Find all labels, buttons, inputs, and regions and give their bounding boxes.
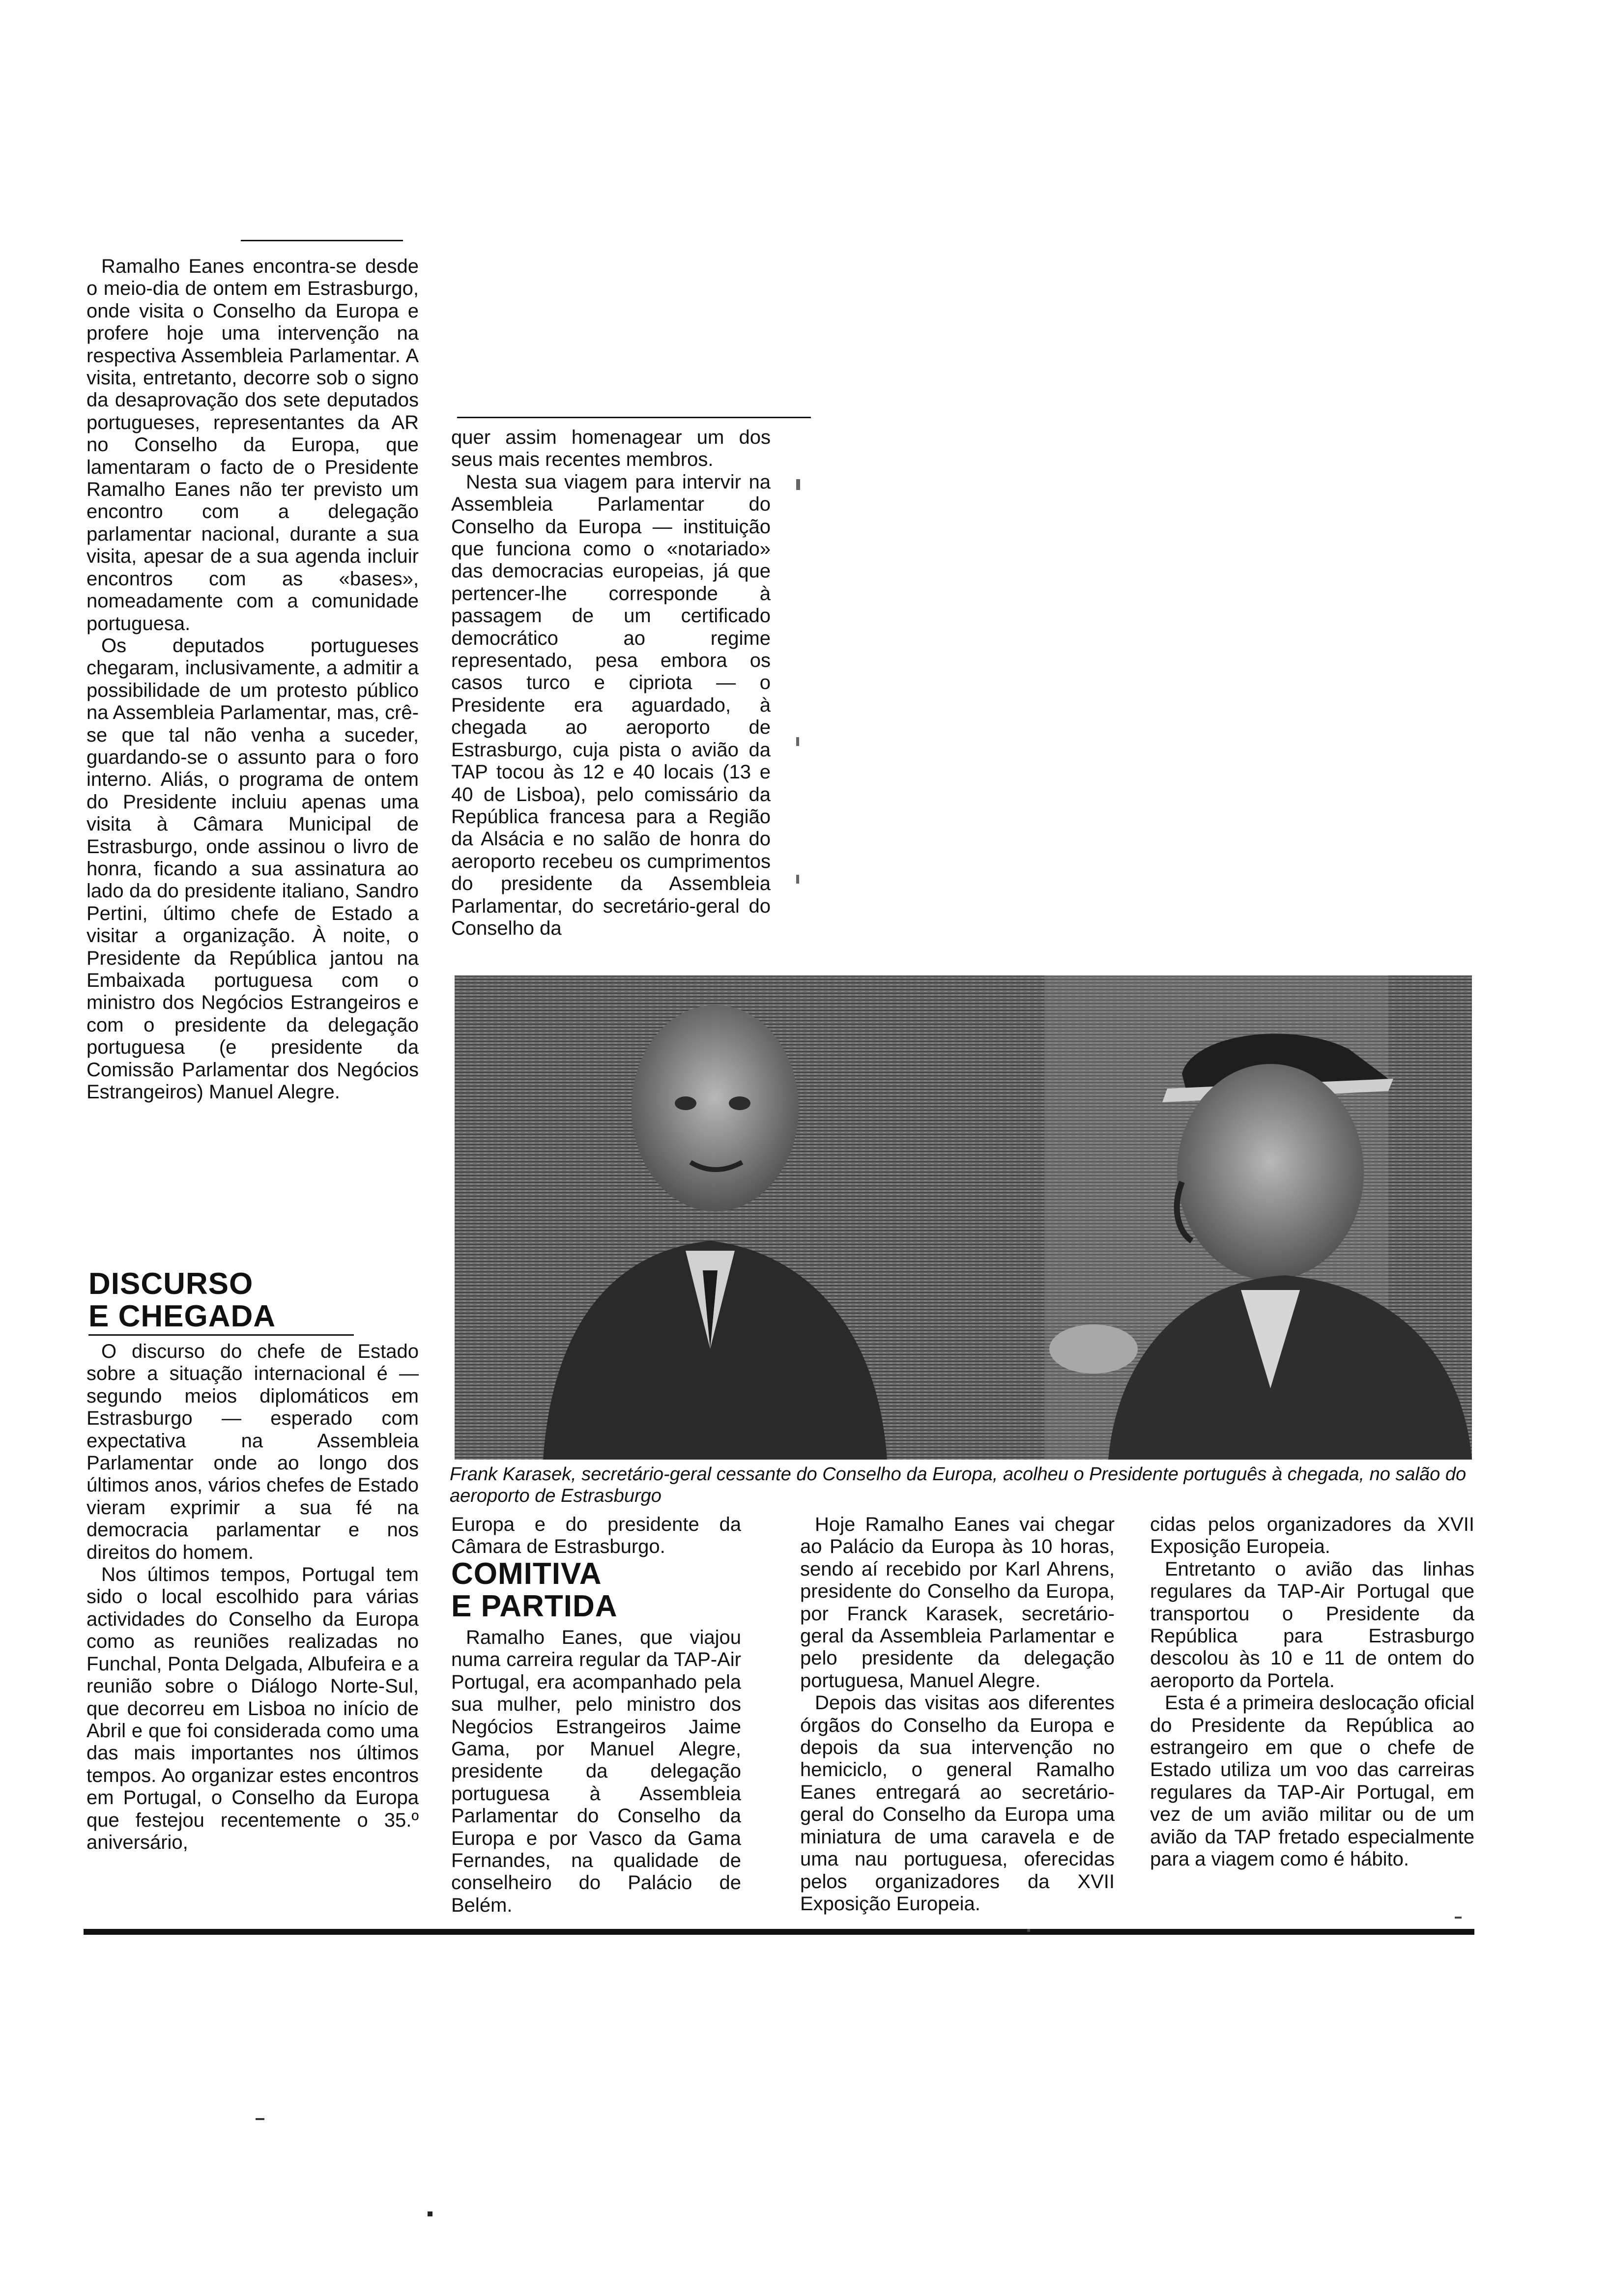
paragraph: Esta é a primeira deslocação oficial do Presidente da República ao estrangeiro em que o chefe de Estado utiliza um voo das carreiras regulares da TAP-Air Portugal, em vez de um avião militar ou de um avião da TAP fretado especialmente para a viagem como é hábito. <box>1150 1692 1474 1870</box>
paragraph: Ramalho Eanes, que viajou numa carreira regular da TAP-Air Portugal, era acompanhado pela sua mulher, pelo ministro dos Negócios Estrangeiros Jaime Gama, por Manuel Alegre, presidente da delegação portuguesa à Assembleia Parlamentar do Conselho da Europa e por Vasco da Gama Fernandes, na qualidade de conselheiro do Palácio de Belém. <box>451 1627 741 1916</box>
paragraph: Ramalho Eanes encontra-se desde o meio-dia de ontem em Estrasburgo, onde visita o Conselho da Europa e profere hoje uma intervenção na respectiva Assembleia Parlamentar. A visita, entretanto, decorre sob o signo da desaprovação dos sete deputados portugueses, representantes da AR no Conselho da Europa, que lamentaram o facto de o Presidente Ramalho Eanes não ter previsto um encontro com a delegação parlamentar nacional, durante a sua visita, apesar de a sua agenda incluir encontros com as «bases», nomeadamente com a comunidade portuguesa. <box>86 256 419 634</box>
paragraph: Europa e do presidente da Câmara de Estrasburgo. <box>451 1514 741 1558</box>
paragraph: Entretanto o avião das linhas regulares da TAP-Air Portugal que transportou o Presidente da República para Estrasburgo descolou às 10 e 11 de ontem do aeroporto da Portela. <box>1150 1558 1474 1692</box>
heading-line: E CHEGADA <box>88 1299 276 1333</box>
paragraph: Nesta sua viagem para intervir na Assembleia Parlamentar do Conselho da Europa — instituição que funciona como o «notariado» das democracias europeias, já que pertencer-lhe corresponde à passagem de um certificado democrático ao regime representado, pesa embora os casos turco e cipriota — o Presidente era aguardado, à chegada ao aeroporto de Estrasburgo, cuja pista o avião da TAP tocou às 12 e 40 locais (13 e 40 de Lisboa), pelo comissário da República francesa para a Região da Alsácia e no salão de honra do aeroporto recebeu os cumprimentos do presidente da Assembleia Parlamentar, do secretário-geral do Conselho da <box>451 471 771 939</box>
paragraph: Os deputados portugueses chegaram, inclusivamente, a admitir a possibilidade de um protesto público na Assembleia Parlamentar, mas, crê-se que tal não venha a suceder, guardando-se o assunto para o foro interno. Aliás, o programa de ontem do Presidente incluiu apenas uma visita à Câmara Municipal de Estrasburgo, onde assinou o livro de honra, ficando a sua assinatura ao lado da do presidente italiano, Sandro Pertini, último chefe de Estado a visitar a organização. À noite, o Presidente da República jantou na Embaixada portuguesa com o ministro dos Negócios Estrangeiros e com o presidente da delegação portuguesa (e presidente da Comissão Parlamentar dos Negócios Estrangeiros) Manuel Alegre. <box>86 634 419 1103</box>
heading-line: E PARTIDA <box>451 1589 618 1623</box>
paragraph: quer assim homenagear um dos seus mais recentes membros. <box>451 427 771 471</box>
heading-line: COMITIVA <box>451 1557 602 1591</box>
paragraph: O discurso do chefe de Estado sobre a situação internacional é — segundo meios diplomáticos em Estrasburgo — esperado com expectativa na Assembleia Parlamentar onde ao longo dos últimos anos, vários chefes de Estado vieram exprimir a sua fé na democracia parlamentar e nos direitos do homem. <box>86 1341 419 1563</box>
paragraph: Hoje Ramalho Eanes vai chegar ao Palácio da Europa às 10 horas, sendo aí recebido por Karl Ahrens, presidente do Conselho da Europa, por Franck Karasek, secretário-geral da Assembleia Parlamentar e pelo presidente da delegação portuguesa, Manuel Alegre. <box>800 1514 1115 1692</box>
photo-caption: Frank Karasek, secretário-geral cessante do Conselho da Europa, acolheu o Presidente português à chegada, no salão do aeroporto de Estrasburgo <box>450 1464 1467 1506</box>
heading-line: DISCURSO <box>88 1267 254 1301</box>
paragraph: Depois das visitas aos diferentes órgãos do Conselho da Europa e depois da sua intervenção no hemiciclo, o general Ramalho Eanes entregará ao secretário-geral do Conselho da Europa uma miniatura de uma caravela e de uma nau portuguesa, oferecidas pelos organizadores da XVII Exposição Europeia. <box>800 1692 1115 1915</box>
paragraph: cidas pelos organizadores da XVII Exposição Europeia. <box>1150 1514 1474 1558</box>
paragraph: Nos últimos tempos, Portugal tem sido o local escolhido para várias actividades do Conselho da Europa como as reuniões realizadas no Funchal, Ponta Delgada, Albufeira e a reunião sobre o Diálogo Norte-Sul, que decorreu em Lisboa no início de Abril e que foi considerada como uma das mais importantes nos últimos tempos. Ao organizar estes encontros em Portugal, o Conselho da Europa que festejou recentemente o 35.º aniversário, <box>86 1564 419 1853</box>
